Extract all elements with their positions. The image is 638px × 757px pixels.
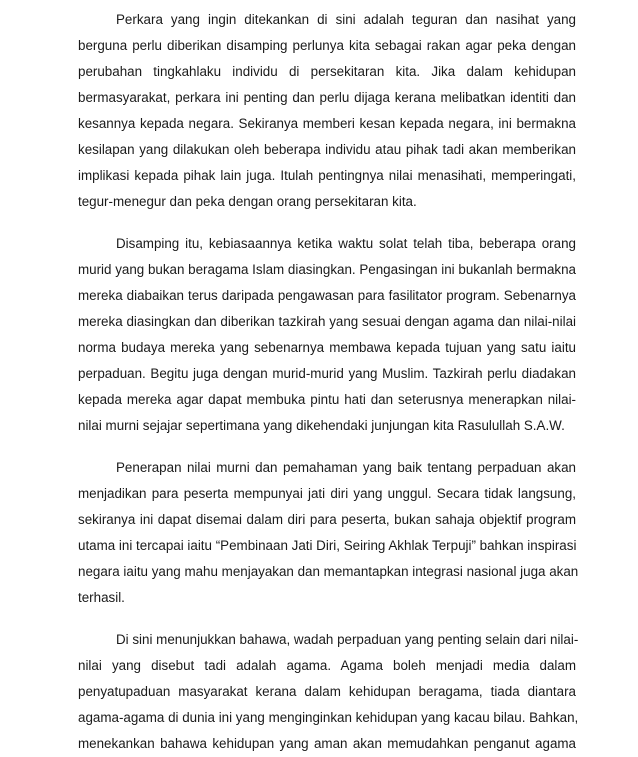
text-line: perpaduan. Begitu juga dengan murid-murid yang Muslim. Tazkirah perlu diadakan: [78, 366, 576, 381]
text-line: berguna perlu diberikan disamping perlunya kita sebagai rakan agar peka dengan: [78, 38, 576, 53]
text-line: tegur-menegur dan peka dengan orang persekitaran kita.: [78, 194, 417, 209]
paragraph-1: [78, 7, 576, 215]
text-line: Disamping itu, kebiasaannya ketika waktu solat telah tiba, beberapa orang: [116, 236, 576, 251]
text-line: murid yang bukan beragama Islam diasingkan. Pengasingan ini bukanlah bermakna: [78, 262, 576, 277]
paragraph-3: [78, 455, 579, 611]
text-line: sekiranya ini dapat disemai dalam diri para peserta, bukan sahaja objektif program: [78, 512, 576, 527]
text-line: menjadikan para peserta mempunyai jati diri yang unggul. Secara tidak langsung,: [78, 486, 576, 501]
text-line: mereka diasingkan dan diberikan tazkirah yang sesuai dengan agama dan nilai-nilai: [78, 314, 576, 329]
text-line: utama ini tercapai iaitu “Pembinaan Jati Diri, Seiring Akhlak Terpuji” bahkan inspirasi: [78, 538, 577, 553]
text-line: menekankan bahawa kehidupan yang aman akan memudahkan penganut agama: [78, 736, 576, 751]
paragraph-2: [78, 231, 576, 439]
text-line: Di sini menunjukkan bahawa, wadah perpaduan yang penting selain dari nilai-: [116, 632, 579, 647]
text-line: Perkara yang ingin ditekankan di sini adalah teguran dan nasihat yang: [116, 12, 576, 27]
text-line: nilai murni sejajar sepertimana yang dikehendaki junjungan kita Rasulullah S.A.W.: [78, 418, 565, 433]
text-line: kesannya kepada negara. Sekiranya memberi kesan kepada negara, ini bermakna: [78, 116, 576, 131]
text-line: kepada mereka agar dapat membuka pintu hati dan seterusnya menerapkan nilai-: [78, 392, 576, 407]
text-line: agama-agama di dunia ini yang menginginkan kehidupan yang kacau bilau. Bahkan,: [78, 710, 579, 725]
text-line: negara iaitu yang mahu menjayakan dan memantapkan integrasi nasional juga akan: [78, 564, 579, 579]
text-line: norma budaya mereka yang sebenarnya membawa kepada tujuan yang satu iaitu: [78, 340, 576, 355]
text-line: implikasi kepada pihak lain juga. Itulah pentingnya nilai menasihati, memperingati,: [78, 168, 576, 183]
text-line: penyatupaduan masyarakat kerana dalam kehidupan beragama, tiada diantara: [78, 684, 576, 699]
text-line: perubahan tingkahlaku individu di persekitaran kita. Jika dalam kehidupan: [78, 64, 576, 79]
text-line: kesilapan yang dilakukan oleh beberapa individu atau pihak tadi akan memberikan: [78, 142, 576, 157]
text-line: terhasil.: [78, 590, 125, 605]
paragraph-4: [78, 627, 579, 757]
text-line: nilai yang disebut tadi adalah agama. Agama boleh menjadi media dalam: [78, 658, 576, 673]
text-line: bermasyarakat, perkara ini penting dan perlu dijaga kerana melibatkan identiti dan: [78, 90, 576, 105]
text-line: mereka diabaikan terus daripada pengawasan para fasilitator program. Sebenarnya: [78, 288, 576, 303]
text-line: Penerapan nilai murni dan pemahaman yang baik tentang perpaduan akan: [116, 460, 576, 475]
